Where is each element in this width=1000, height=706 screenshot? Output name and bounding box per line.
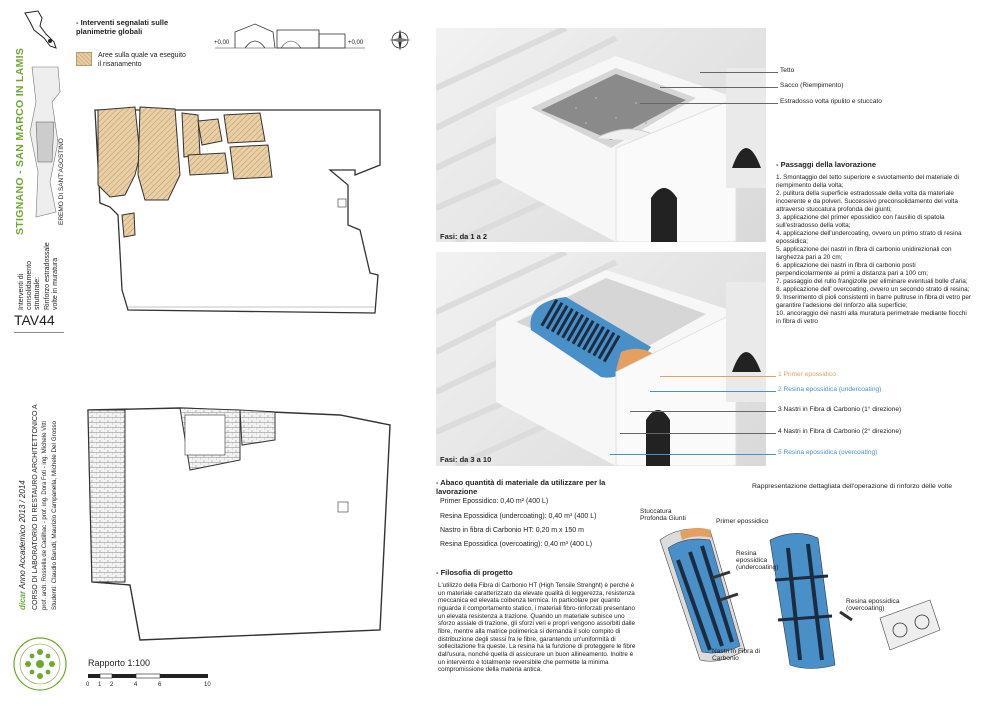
- process-step: 8. applicazione dell' overcoating, ovvero un secondo strato di resina;: [776, 286, 970, 293]
- process-step: 2. pulitura della superficie estradossale della volta da materiale incoerente e da polveri. Successivo preconsolidamento del volta attraverso stuccatura profonda dei giunti;: [776, 190, 958, 213]
- render-illustration: [436, 28, 766, 242]
- intervention-line: strutturale:: [34, 276, 41, 310]
- academic-year: Anno Accademico 2013 / 2014: [18, 480, 27, 589]
- reinforcement-detail-drawing: [640, 500, 970, 675]
- process-step: 6. applicazione dei nastri in fibra di carbonio posti perpendicolarmente ai primi a distanza pari a 100 cm;: [776, 262, 929, 277]
- process-step: 1. Smontaggio del tetto superiore e svuotamento del materiale di riempimento della volta;: [776, 174, 959, 189]
- render-label-overcoating: 5 Resina epossidica (overcoating): [778, 449, 878, 456]
- scale-bar: [88, 672, 214, 682]
- callout-line: [630, 411, 776, 412]
- quantity-item: Nastro in fibra di Carbonio HT: 0,20 m x 150 m: [440, 527, 584, 534]
- callout-line: [700, 72, 778, 73]
- detail-label-overcoating: Resina epossidica (overcoating): [846, 598, 900, 612]
- callout-line: [660, 87, 778, 88]
- scale-tick: 2: [110, 682, 114, 688]
- italy-map-icon: [20, 8, 60, 58]
- callout-line: [620, 433, 776, 434]
- detail-label-primer: Primer epossidico: [716, 518, 769, 525]
- legend-swatch: [76, 52, 92, 66]
- detail-title: Rappresentazione dettagliata dell'operazione di rinforzo delle volte: [752, 483, 953, 490]
- scale-label: Rapporto 1:100: [88, 658, 151, 668]
- scale-tick: 1: [98, 682, 102, 688]
- subject-label: EREMO DI SANT'AGOSTINO: [58, 138, 65, 225]
- callout-line: [650, 391, 776, 392]
- render-label-extrados: Estradosso volta ripulito e stuccato: [780, 98, 882, 105]
- render-label-roof: Tetto: [780, 67, 795, 74]
- callout-line: [640, 103, 778, 104]
- section-thumbnail: [215, 20, 365, 52]
- phase-label-top: Fasi: da 1 a 2: [440, 232, 488, 241]
- intervention-block: [18, 242, 62, 310]
- course-title: CORSO DI LABORATORIO DI RESTAURO ARCHITETTONICO A: [32, 404, 39, 610]
- north-arrow-icon: [388, 28, 412, 52]
- process-title: - Passaggi della lavorazione: [776, 160, 877, 169]
- detail-label-undercoating: Resina epossidica (undercoating): [736, 550, 779, 571]
- course-professors: prof. arch. Rossella de Cadilhac - prof. ing. Dora Foti - ing. Michele Vitti: [42, 421, 48, 610]
- process-step: 5. applicazione dei nastri in fibra di carbonio unidirezionali con larghezza pari a 20 cm;: [776, 246, 952, 261]
- process-step: 3. applicazione del primer epossidico con l'ausilio di spatola sull'estradosso della volta;: [776, 214, 945, 229]
- render-label-undercoating: 2 Resina epossidica (undercoating): [778, 386, 882, 393]
- quantities-title: - Abaco quantità di materiale da utilizzare per la lavorazione: [436, 478, 606, 496]
- lower-floor-plan: [80, 400, 420, 650]
- logo-text: dicar: [18, 590, 27, 610]
- philosophy-title: - Filosofia di progetto: [436, 568, 513, 577]
- render-label-fill: Sacco (Riempimento): [780, 82, 844, 89]
- callout-line: [610, 454, 776, 455]
- quantity-item: Primer Epossidico: 0,40 m² (400 L): [440, 498, 549, 505]
- upper-floor-plan: [80, 95, 420, 325]
- detail-label-fiber: Nastri in Fibra di Carbonio: [712, 648, 761, 662]
- legend-title: - Interventi segnalati sulle planimetrie globali: [76, 18, 169, 36]
- detail-label-grout: Stuccatura Profonda Giunti: [640, 508, 686, 522]
- section-level-right: +0,00: [348, 40, 364, 46]
- philosophy-text: L'utilizzo della Fibra di Carbonio HT (High Tensile Strenght) è perché è un materiale caratterizzato da elevate qualità di leggerezza, resistenza meccanica ed elevata coibenza termica. In particolare per quanto riguarda il comportamento statico, i materiali fibro-rinforzati presentano un elevata resistenza a trazione. Quando un materiale subisce uno sforzo assiale di trazione, gli sforzi veri e propri vengono assorbiti dalle fibre, mentre alla matrice polimerica si demanda il solo compito di distribuzione degli stessi fra le fibre, garantendo un'uniformità di sollecitazione fra queste. La resina ha la funzione di proteggere le fibre dall'usura, nonché quella di assicurare un buon allineamento. Inoltre è un intervento è totalmente reversibile che permette la minima compromissione della materia antica.: [438, 582, 636, 674]
- scale-tick: 4: [134, 682, 138, 688]
- render-label-fiber-2: 4 Nastri in Fibra di Carbonio (2° direzione): [778, 428, 902, 435]
- title-strip: [0, 0, 68, 706]
- scale-tick: 0: [86, 682, 90, 688]
- intervention-line: volte in muratura: [52, 257, 59, 310]
- phase-label-bottom: Fasi: da 3 a 10: [440, 455, 492, 464]
- site-title: STIGNANO - SAN MARCO IN LAMIS: [14, 47, 26, 235]
- intervention-line: Interventi di: [18, 273, 25, 310]
- intervention-line: Rinforzo estradossale: [44, 242, 51, 310]
- scale-ticks: [86, 682, 216, 692]
- process-steps: [776, 174, 972, 326]
- divider: [14, 332, 64, 333]
- quantity-item: Resina Epossidica (overcoating): 0,40 m³ (400 L): [440, 541, 593, 548]
- scale-tick: 10: [204, 682, 211, 688]
- quantity-item: Resina Epossidica (undercoating): 0,40 m³ (400 L): [440, 513, 597, 520]
- render-label-fiber-1: 3 Nastri in Fibra di Carbonio (1° direzione): [778, 406, 902, 413]
- render-label-primer: 1 Primer epossidico: [778, 371, 836, 378]
- process-step: 10. ancoraggio dei nastri alla muratura perimetrale mediante fiocchi in fibra di vetro: [776, 310, 967, 325]
- process-step: 4. applicazione dell'undercoating, ovvero un primo strato di resina epossidica;: [776, 230, 962, 245]
- students-line: Studenti: Claudio Barudi, Maurizio Campanella, Michele Del Grosso: [51, 421, 58, 610]
- scale-tick: 6: [158, 682, 162, 688]
- render-phase-1-2: [436, 28, 766, 242]
- university-seal-icon: [12, 636, 68, 692]
- section-level-left: +0,00: [214, 40, 230, 46]
- year-line: [18, 480, 27, 610]
- process-step: 9. Inserimento di pioli consistenti in barre pultruse in fibra di vetro per garantire l'adesione del rinforzo alla superficie;: [776, 294, 972, 309]
- process-step: 7. passaggio del rullo frangizolle per eliminare eventuali bolle d'aria;: [776, 278, 968, 285]
- legend-item-label: Aree sulla quale va eseguito il risanamento: [98, 52, 186, 68]
- sheet-number: TAV44: [14, 312, 55, 328]
- callout-line: [660, 376, 776, 377]
- intervention-line: consolidamento: [26, 260, 33, 310]
